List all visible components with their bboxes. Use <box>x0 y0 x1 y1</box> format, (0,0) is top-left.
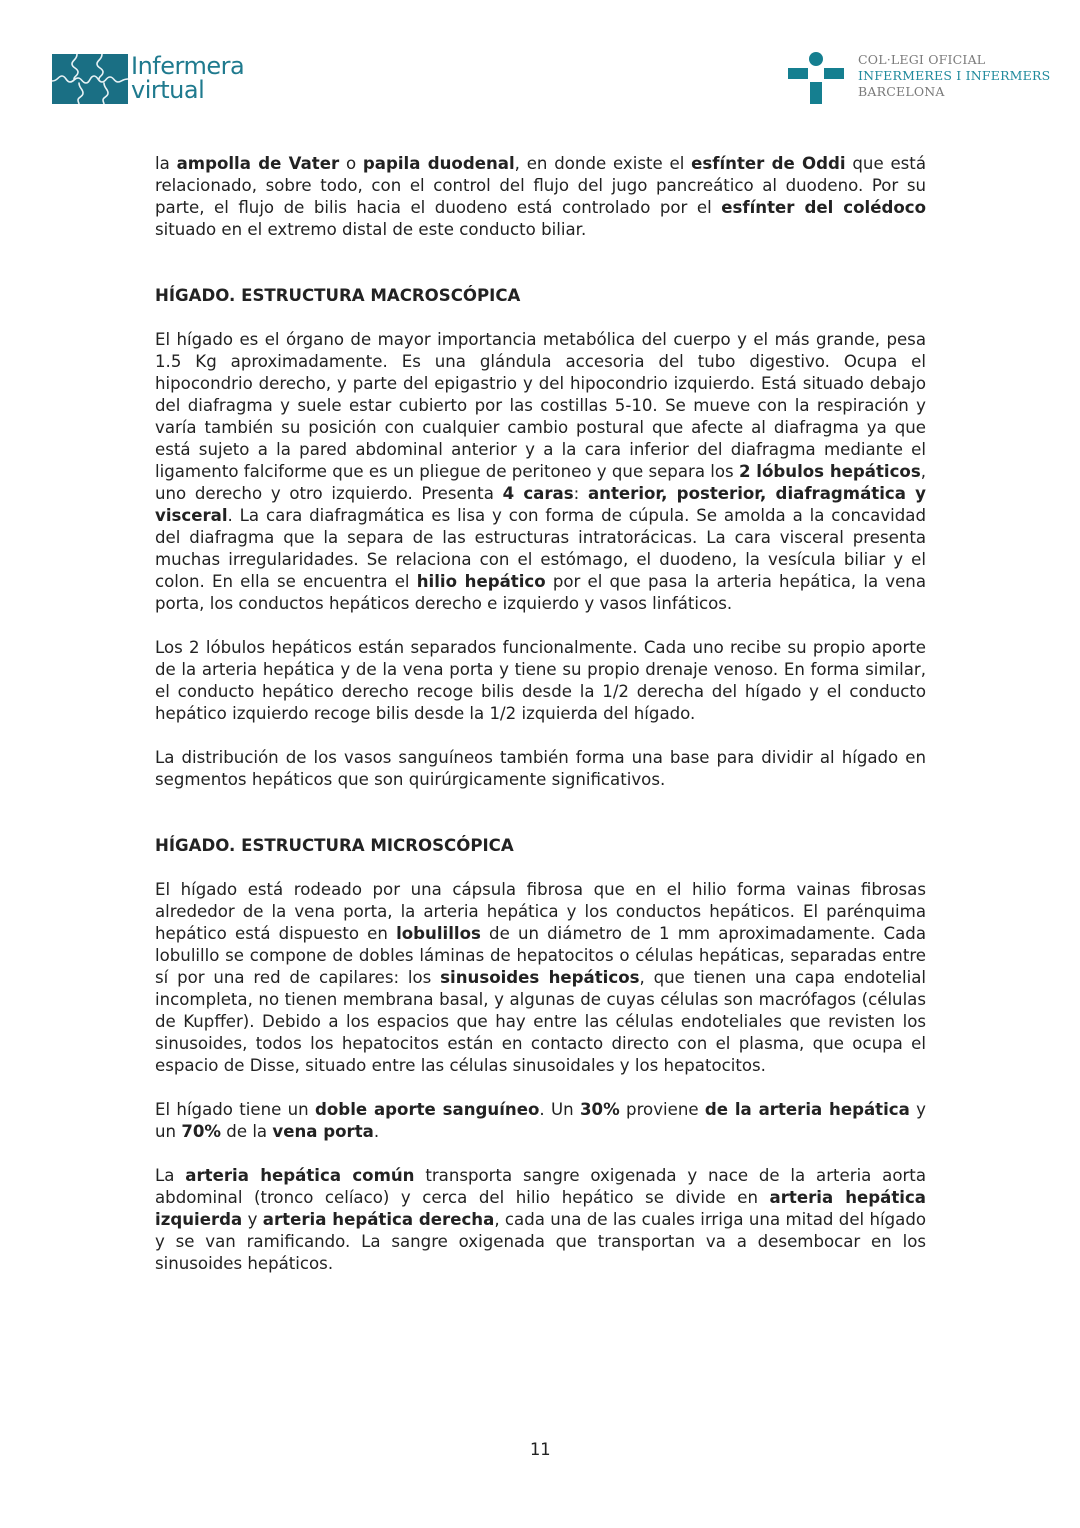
paragraph: El hígado está rodeado por una cápsula fibrosa que en el hilio forma vainas fibrosas alrededor de la vena porta, la arteria hepática y los conductos hepáticos. El parénquima hepático está dispuesto en lobulillos de un diámetro de 1 mm aproximadamente. Cada lobulillo se compone de dobles láminas de hepatocitos o células hepáticas, separadas entre sí por una red de capilares: los sinusoides hepáticos, que tienen una capa endotelial incompleta, no tienen membrana basal, y algunas de cuyas células son macrófagos (células de Kupffer). Debido a los espacios que hay entre las células endoteliales que revisten los sinusoides, todos los hepatocitos están en contacto directo con el plasma, que ocupa el espacio de Disse, situado entre las células sinusoidales y los hepatocitos. <box>155 880 926 1075</box>
bold-term: 4 caras <box>502 484 574 503</box>
page-number: 11 <box>529 1440 551 1460</box>
brand-name <box>131 54 244 102</box>
bold-term: anterior, posterior, diafragmática y visceral <box>155 484 926 525</box>
bold-term: 30% <box>580 1100 620 1119</box>
coib-logo <box>788 52 1050 104</box>
paragraph: Los 2 lóbulos hepáticos están separados funcionalmente. Cada uno recibe su propio aporte de la arteria hepática y de la vena porta y tiene su propio drenaje venoso. En forma similar, el conducto hepático derecho recoge bilis desde la 1/2 derecha del hígado y el conducto hepático izquierdo recoge bilis desde la 1/2 izquierda del hígado. <box>155 638 926 723</box>
bold-term: ampolla de Vater <box>176 154 340 173</box>
document-body <box>155 153 926 1275</box>
paragraph: El hígado tiene un doble aporte sanguíneo. Un 30% proviene de la arteria hepática y un 70% de la vena porta. <box>155 1100 926 1141</box>
bold-term: doble aporte sanguíneo <box>315 1100 540 1119</box>
section-title-macroscopic: HÍGADO. ESTRUCTURA MACROSCÓPICA <box>155 286 521 305</box>
bold-term: arteria hepática izquierda <box>155 1188 926 1229</box>
section-title-microscopic: HÍGADO. ESTRUCTURA MICROSCÓPICA <box>155 836 514 855</box>
brand-line-1: Infermera <box>131 52 245 80</box>
bold-term: hilio hepático <box>416 572 546 591</box>
nurse-cross-icon <box>788 52 842 104</box>
coib-line-3: BARCELONA <box>858 84 945 99</box>
coib-name <box>858 52 1050 100</box>
paragraph: La distribución de los vasos sanguíneos también forma una base para dividir al hígado en segmentos hepáticos que son quirúrgicamente significativos. <box>155 748 926 789</box>
coib-line-2: INFERMERES I INFERMERS <box>858 68 1051 83</box>
bold-term: esfínter de Oddi <box>691 154 846 173</box>
bold-term: sinusoides hepáticos <box>440 968 640 987</box>
bold-term: lobulillos <box>396 924 481 943</box>
paragraph: El hígado es el órgano de mayor importancia metabólica del cuerpo y el más grande, pesa 1.5 Kg aproximadamente. Es una glándula accesoria del tubo digestivo. Ocupa el hipocondrio derecho, y parte del epigastrio y del hipocondrio izquierdo. Está situado debajo del diafragma y suele estar cubierto por las costillas 5-10. Se mueve con la respiración y varía también su posición con cualquier cambio postural que afecte al diafragma ya que está sujeto a la pared abdominal anterior y a la cara inferior del diafragma mediante el ligamento falciforme que es un pliegue de peritoneo y que separa los 2 lóbulos hepáticos, uno derecho y otro izquierdo. Presenta 4 caras: anterior, posterior, diafragmática y visceral. La cara diafragmática es lisa y con forma de cúpula. Se amolda a la concavidad del diafragma que la separa de las estructuras intratorácicas. La cara visceral presenta muchas irregularidades. Se relaciona con el estómago, el duodeno, la vesícula biliar y el colon. En ella se encuentra el hilio hepático por el que pasa la arteria hepática, la vena porta, los conductos hepáticos derecho e izquierdo y vasos linfáticos. <box>155 330 926 613</box>
coib-line-1: COL·LEGI OFICIAL <box>858 52 986 67</box>
bold-term: papila duodenal <box>362 154 515 173</box>
infermera-virtual-logo <box>52 54 244 106</box>
brand-line-2: virtual <box>131 76 205 104</box>
puzzle-icon <box>52 54 128 104</box>
bold-term: arteria hepática derecha <box>262 1210 495 1229</box>
intro-paragraph: la ampolla de Vater o papila duodenal, en donde existe el esfínter de Oddi que está relacionado, sobre todo, con el control del flujo del jugo pancreático al duodeno. Por su parte, el flujo de bilis hacia el duodeno está controlado por el esfínter del colédoco situado en el extremo distal de este conducto biliar. <box>155 154 926 239</box>
bold-term: esfínter del colédoco <box>721 198 926 217</box>
bold-term: 70% <box>181 1122 222 1141</box>
bold-term: de la arteria hepática <box>704 1100 910 1119</box>
bold-term: arteria hepática común <box>185 1166 415 1185</box>
bold-term: vena porta <box>272 1122 374 1141</box>
paragraph: La arteria hepática común transporta sangre oxigenada y nace de la arteria aorta abdominal (tronco celíaco) y cerca del hilio hepático se divide en arteria hepática izquierda y arteria hepática derecha, cada una de las cuales irriga una mitad del hígado y se van ramificando. La sangre oxigenada que transportan va a desembocar en los sinusoides hepáticos. <box>155 1166 926 1273</box>
bold-term: 2 lóbulos hepáticos <box>738 462 921 481</box>
